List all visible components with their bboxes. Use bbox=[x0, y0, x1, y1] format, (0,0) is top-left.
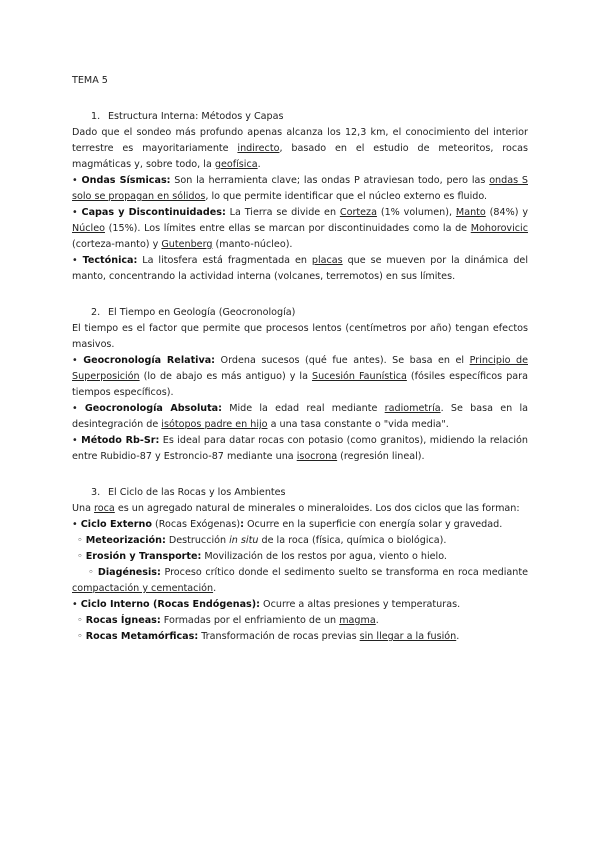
sub-bullet-marker: ◦ bbox=[88, 567, 95, 578]
section-2-heading bbox=[91, 305, 528, 321]
underlined-term: isótopos padre en hijo bbox=[161, 419, 268, 430]
underlined-term: Corteza bbox=[339, 207, 377, 218]
bullet-label: Rocas Metamórficas: bbox=[85, 631, 199, 642]
text: que se mueven por la dinámica del manto, concentrando la actividad interna (volcanes, terremotos) en sus límites. bbox=[72, 255, 528, 282]
bullet-marker: • bbox=[72, 255, 78, 266]
text: (Rocas Exógenas) bbox=[151, 519, 241, 530]
text: (corteza-manto) y bbox=[72, 239, 162, 250]
text: Una bbox=[72, 503, 95, 514]
text: Ocurre en la superficie con energía solar y gravedad. bbox=[243, 519, 503, 530]
bullet-geocronologia-relativa bbox=[72, 353, 528, 401]
underlined-term: roca bbox=[94, 503, 115, 514]
bullet-marker: • bbox=[72, 175, 78, 186]
underlined-term: indirecto bbox=[237, 143, 280, 154]
section-3-intro bbox=[72, 501, 528, 517]
text: (fósiles específicos para tiempos específicos). bbox=[72, 371, 528, 398]
underlined-term: Gutenberg bbox=[161, 239, 213, 250]
sub-bullet-marker: ◦ bbox=[77, 615, 83, 626]
section-title: Estructura Interna: Métodos y Capas bbox=[108, 111, 284, 122]
underlined-term: geofísica bbox=[214, 159, 258, 170]
bullet-label: Tectónica: bbox=[82, 255, 138, 266]
bullet-geocronologia-absoluta bbox=[72, 401, 528, 433]
subbullet-rocas-metamorficas bbox=[72, 629, 528, 645]
underlined-term: magma bbox=[339, 615, 376, 626]
section-1-intro bbox=[72, 125, 528, 173]
spacer bbox=[72, 285, 528, 305]
text: Son la herramienta clave; las ondas P atraviesan todo, pero las bbox=[170, 175, 490, 186]
section-number: 2. bbox=[91, 307, 101, 318]
underlined-term: radiometría bbox=[384, 403, 441, 414]
bullet-ondas-sismicas bbox=[72, 173, 528, 205]
text: : bbox=[240, 519, 244, 530]
italic-term: in situ bbox=[229, 535, 259, 546]
underlined-term: Sucesión Faunística bbox=[311, 371, 407, 382]
underlined-term: Manto bbox=[455, 207, 486, 218]
text: . bbox=[456, 631, 460, 642]
bullet-ciclo-interno bbox=[72, 597, 528, 613]
subbullet-rocas-igneas bbox=[72, 613, 528, 629]
text: (regresión lineal). bbox=[337, 451, 425, 462]
spacer bbox=[72, 465, 528, 485]
text: de la roca (física, química o biológica). bbox=[258, 535, 447, 546]
subbullet-meteorizacion bbox=[72, 533, 528, 549]
text: (manto-núcleo). bbox=[212, 239, 293, 250]
underlined-term: Núcleo bbox=[72, 223, 105, 234]
bullet-marker: • bbox=[72, 355, 78, 366]
text: Formadas por el enfriamiento de un bbox=[160, 615, 340, 626]
document-title: TEMA 5 bbox=[72, 75, 108, 86]
text: Proceso crítico donde el sedimento suelto se transforma en roca mediante bbox=[160, 567, 528, 578]
bullet-tectonica bbox=[72, 253, 528, 285]
text: (15%). Los límites entre ellas se marcan por discontinuidades como la de bbox=[104, 223, 471, 234]
text: , lo que permite identificar que el núcleo externo es fluido. bbox=[205, 191, 488, 202]
text: (84%) y bbox=[485, 207, 528, 218]
bullet-label: Ondas Sísmicas: bbox=[81, 175, 171, 186]
bullet-label: Geocronología Absoluta: bbox=[84, 403, 222, 414]
text: La Tierra se divide en bbox=[225, 207, 340, 218]
text: Destrucción bbox=[165, 535, 230, 546]
text: . Se basa en la desintegración de bbox=[72, 403, 528, 430]
text: Transformación de rocas previas bbox=[198, 631, 360, 642]
bullet-label: Ciclo Externo bbox=[80, 519, 152, 530]
sub-bullet-marker: ◦ bbox=[77, 535, 83, 546]
bullet-marker: • bbox=[72, 207, 78, 218]
sub-bullet-marker: ◦ bbox=[77, 631, 83, 642]
text: Ocurre a altas presiones y temperaturas. bbox=[259, 599, 461, 610]
subbullet-diagenesis bbox=[72, 565, 528, 597]
bullet-marker: • bbox=[72, 435, 78, 446]
underlined-term: Mohorovicic bbox=[470, 223, 528, 234]
text: (1% volumen), bbox=[376, 207, 456, 218]
text: Mide la edad real mediante bbox=[221, 403, 385, 414]
section-number: 3. bbox=[91, 487, 101, 498]
underlined-term: sin llegar a la fusión bbox=[359, 631, 457, 642]
underlined-term: compactación y cementación bbox=[72, 583, 214, 594]
section-number: 1. bbox=[91, 111, 101, 122]
text: La litosfera está fragmentada en bbox=[137, 255, 312, 266]
bullet-label: Geocronología Relativa: bbox=[83, 355, 216, 366]
text: . bbox=[375, 615, 379, 626]
bullet-capas bbox=[72, 205, 528, 253]
bullet-metodo-rb-sr bbox=[72, 433, 528, 465]
underlined-term: placas bbox=[311, 255, 343, 266]
text: Ordena sucesos (qué fue antes). Se basa en el bbox=[215, 355, 470, 366]
bullet-label: Rocas Ígneas: bbox=[85, 615, 161, 626]
bullet-label: Ciclo Interno (Rocas Endógenas): bbox=[80, 599, 260, 610]
text: Movilización de los restos por agua, viento o hielo. bbox=[201, 551, 447, 562]
text: (lo de abajo es más antiguo) y la bbox=[139, 371, 312, 382]
bullet-label: Diagénesis: bbox=[97, 567, 161, 578]
section-title: El Tiempo en Geología (Geocronología) bbox=[108, 307, 296, 318]
underlined-term: ondas S solo se propagan en sólidos bbox=[72, 175, 528, 202]
bullet-ciclo-externo bbox=[72, 517, 528, 533]
subbullet-erosion bbox=[72, 549, 528, 565]
text: Dado que el sondeo más profundo apenas alcanza los 12,3 km, el conocimiento del interior terrestre es mayoritariamente bbox=[72, 127, 528, 154]
underlined-term: isocrona bbox=[296, 451, 338, 462]
section-1-heading bbox=[91, 109, 528, 125]
text: es un agregado natural de minerales o mineraloides. Los dos ciclos que las forman: bbox=[114, 503, 520, 514]
bullet-marker: • bbox=[72, 599, 78, 610]
text: Es ideal para datar rocas con potasio (como granitos), midiendo la relación entre Rubidio-87 y Estroncio-87 mediante una bbox=[72, 435, 528, 462]
text: , basado en el estudio de meteoritos, rocas magmáticas y, sobre todo, la bbox=[72, 143, 528, 170]
bullet-label: Capas y Discontinuidades: bbox=[81, 207, 226, 218]
section-3-heading bbox=[91, 485, 528, 501]
underlined-term: Principio de Superposición bbox=[72, 355, 528, 382]
bullet-label: Meteorización: bbox=[85, 535, 166, 546]
section-title: El Ciclo de las Rocas y los Ambientes bbox=[108, 487, 286, 498]
bullet-label: Método Rb-Sr: bbox=[81, 435, 160, 446]
document-body bbox=[72, 73, 528, 645]
bullet-marker: • bbox=[72, 403, 78, 414]
text: . bbox=[213, 583, 217, 594]
bullet-marker: • bbox=[72, 519, 78, 530]
bullet-label: Erosión y Transporte: bbox=[85, 551, 202, 562]
sub-bullet-marker: ◦ bbox=[77, 551, 83, 562]
text: a una tasa constante o "vida media". bbox=[267, 419, 449, 430]
text: . bbox=[257, 159, 261, 170]
section-2-intro: El tiempo es el factor que permite que procesos lentos (centímetros por año) tengan efectos masivos. bbox=[72, 323, 528, 350]
